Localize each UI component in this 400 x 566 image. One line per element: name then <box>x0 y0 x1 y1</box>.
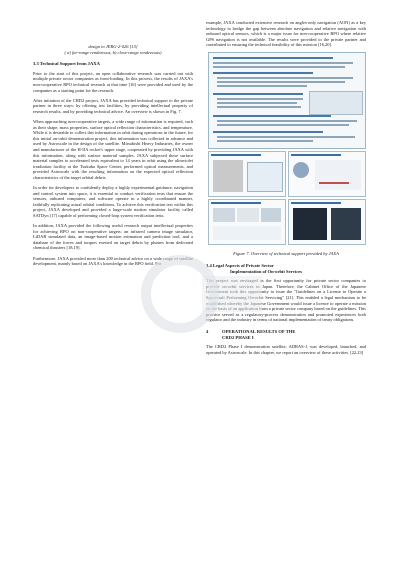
section-4-number: 4 <box>206 329 209 334</box>
left-column <box>33 44 193 271</box>
paragraph: In addition, JAXA provided the following useful research output intellectual properties for achieving RPO on non-cooperative targets: an infrared camera image simulator, LiDAR simulated data, an image-based motion estimation and prediction tool, and a database of the forces and torques exerted on target debris by plumes from dedicated chemical thrusters [18,19]. <box>33 223 193 251</box>
section-4-title-line1: OPERATIONAL RESULTS OF THE <box>222 329 296 334</box>
figure-7-image-panels <box>208 151 364 243</box>
figure-7-panel-b <box>288 151 366 197</box>
figure-7-panel-a <box>208 151 286 197</box>
paragraph: The CRD2 Phase I demonstration satellite, ADRAS-J, was developed, launched, and operated by Astroscale. In this chapter, we report an overview of these activities. [22,23] <box>206 344 366 355</box>
paragraph: When approaching non-cooperative targets, a wide range of information is required, such as their shape, mass properties, surface optical reflection characteristics, and temperature. While it is desirable to collect this information in orbit during operations in the future, for this initial on-orbit demonstration project, this information was collected in advance and used by Astroscale in the design of the satellite. Mitsubishi Heavy Industries, the owner and manufacturer of the H-IIA rocket's upper stage, cooperated by providing JAXA with this information, along with surface material samples. JAXA subjected these surface material samples to accelerated tests equivalent to 14 years in orbit using the ultraviolet irradiation facility at the Tsukuba Space Center, performed optical measurements, and provided Astroscale with the resulting information on the expected optical reflection characteristics of the target orbital debris. <box>33 118 193 180</box>
figure-7-text-panel <box>208 52 366 149</box>
figure-7-caption: Figure 7. Overview of technical support provided by JAXA <box>233 251 339 257</box>
figure-7-inset-image <box>309 91 363 115</box>
section-4-title-line2: CRD2 PHASE I <box>222 334 254 340</box>
right-column <box>206 20 366 360</box>
paragraph: In order for developers to confidently deploy a highly experimental guidance, navigation and control system into space, it is essential to conduct verification tests that ensure the sensors, onboard computers, and software operate in a highly coordinated manner, faithfully replicating actual orbital conditions. To achieve this verification test within this project, JAXA developed and provided a large-scale motion simulator facility called SATDyn [17] capable of performing closed-loop system verification tests. <box>33 184 193 218</box>
figure-6-caption-line2: ( a) far-range rendezvous, b) close-range rendezvous) <box>64 49 162 55</box>
figure-7-technical-support-overview <box>206 52 366 248</box>
figure-7-panel-d <box>288 199 366 245</box>
figure-6-caption-line1: design in JERG-2-026 [15] <box>88 44 138 49</box>
paragraph: After initiation of the CRD2 project, JAXA has provided technical support to the private partner in three ways: by offering test facilities, by providing intellectual property of research results, and by providing technical advice. An overview is shown in Fig. 7. <box>33 97 193 114</box>
paragraph: This project was envisaged as the first opportunity for private sector companies to provide on-orbit services in Japan. Therefore, the Cabinet Office of the Japanese Government took this opportunity to issue the "Guidelines on a License to Operate a Spacecraft Performing On-orbit Servicing" [21]. This enabled a legal mechanism to be established whereby the Japanese Government would issue a licence to operate a mission on the basis of an application from a private sector company based on the guidelines. This practice served as a regulatory-process demonstration and promoted experiences both regulator and the industry in terms of national implementation of treaty obligations. <box>206 278 366 323</box>
section-3-4-heading-line2: Implementation of On-orbit Services <box>230 268 303 274</box>
section-3-3-heading: 3.3 Technical Support from JAXA <box>33 61 100 67</box>
paragraph: Furthermore, JAXA provided more than 200 technical advice on a wide range of satellite development, mainly based on JAXA's knowledge in the RPO field. For <box>33 255 193 267</box>
paragraph: Prior to the start of this project, an open collaborative research was carried out with multiple private sector companies as front-loading. In this process, the results of JAXA's non-cooperative RPO technical research at that time [16] were provided and used by the companies as a starting point for the research. <box>33 70 193 93</box>
section-3-4-heading-line1: 3.4 Legal Aspects of Private Sector <box>206 263 274 269</box>
paragraph: example, JAXA conducted extensive research on angles-only navigation (AON) as a key technology to bridge the gap between absolute navigation and relative navigation with onboard optical sensors, which is a major issue for non-cooperative RPO where relative GPS navigation is not available. The results were provided to the private partner and contributed to ensuring the technical feasibility of this mission [16,20]. <box>206 20 366 48</box>
figure-7-panel-c <box>208 199 286 245</box>
section-4-heading <box>206 329 366 344</box>
